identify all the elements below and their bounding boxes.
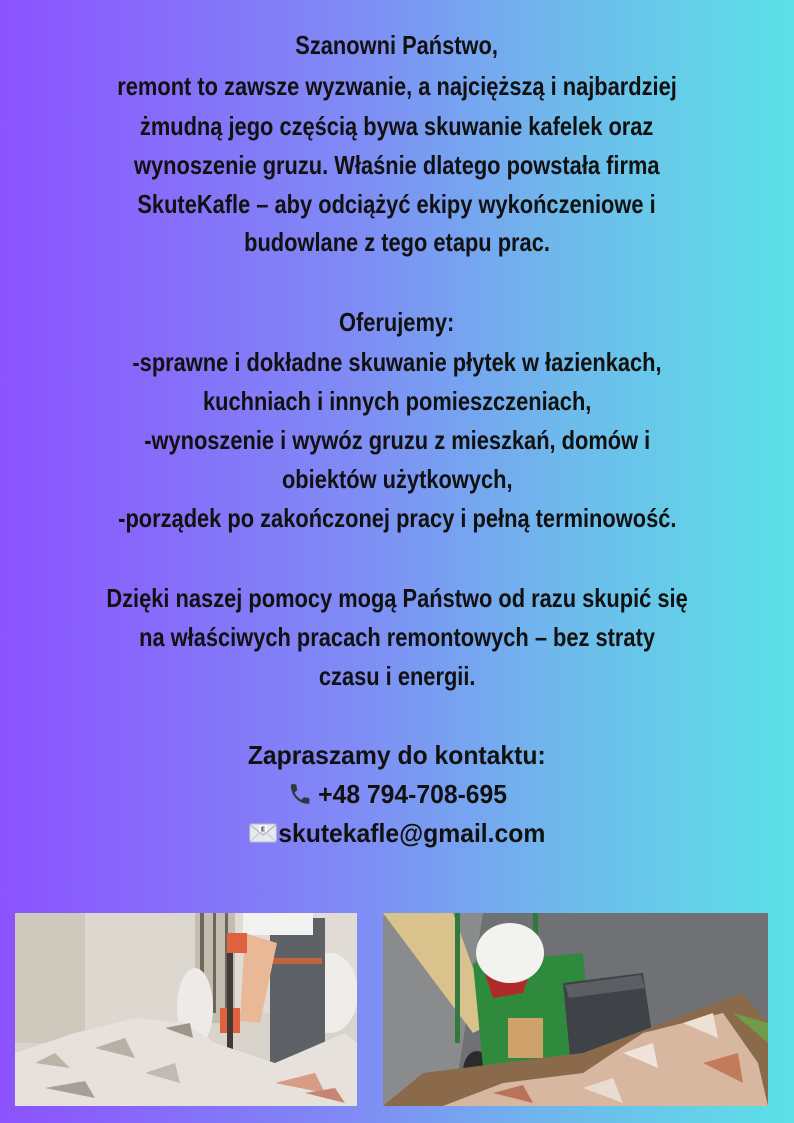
contact-heading-text: Zapraszamy do kontaktu: (248, 740, 546, 770)
contact-phone-wrap (287, 774, 506, 814)
offer-line (0, 381, 794, 421)
offer-line (0, 498, 794, 538)
offer-line (0, 459, 794, 499)
benefit-line-text: czasu i energii. (318, 661, 476, 691)
intro-line (0, 222, 794, 262)
intro-line (0, 184, 794, 224)
benefit-line (0, 617, 794, 657)
contact-heading (0, 735, 794, 775)
offer-line-text: kuchniach i innych pomieszczeniach, (202, 386, 592, 416)
envelope-icon (249, 822, 278, 844)
intro-line (0, 106, 794, 146)
svg-text:E: E (260, 825, 266, 834)
offer-heading (0, 302, 794, 342)
intro-line (0, 66, 794, 106)
benefit-line-text: Dzięki naszej pomocy mogą Państwo od razu skupić się (106, 583, 688, 613)
offer-line (0, 420, 794, 460)
intro-line-text: wynoszenie gruzu. Właśnie dlatego powstała firma (134, 150, 660, 180)
photo-illustration (15, 913, 357, 1106)
offer-heading-text: Oferujemy: (339, 307, 455, 337)
contact-email-wrap (249, 813, 546, 853)
intro-line-text: remont to zawsze wyzwanie, a najcięższą i najbardziej (117, 71, 677, 101)
benefit-line (0, 578, 794, 618)
offer-line-text: -wynoszenie i wywóz gruzu z mieszkań, domów i (143, 425, 651, 455)
intro-line-text: żmudną jego częścią bywa skuwanie kafelek oraz (140, 111, 654, 141)
greeting (0, 25, 794, 65)
offer-line-text: -sprawne i dokładne skuwanie płytek w łazienkach, (132, 347, 662, 377)
photo-worker-dumping-rubble-into-container (383, 913, 768, 1106)
contact-phone-row (0, 774, 794, 814)
intro-line (0, 145, 794, 185)
photo-worker-shoveling-tile-debris (15, 913, 357, 1106)
intro-line-text: budowlane z tego etapu prac. (244, 227, 550, 257)
photo-illustration (383, 913, 768, 1106)
phone-number[interactable]: +48 794-708-695 (317, 779, 507, 809)
offer-line (0, 342, 794, 382)
benefit-line (0, 656, 794, 696)
intro-line-text: SkuteKafle – aby odciążyć ekipy wykończeniowe i (137, 189, 657, 219)
benefit-line-text: na właściwych pracach remontowych – bez straty (139, 622, 655, 652)
phone-icon (287, 781, 312, 807)
offer-line-text: -porządek po zakończonej pracy i pełną terminowość. (117, 503, 677, 533)
email-address[interactable]: skutekafle@gmail.com (278, 818, 546, 848)
offer-line-text: obiektów użytkowych, (281, 464, 513, 494)
greeting-text: Szanowni Państwo, (295, 30, 499, 60)
contact-email-row (0, 813, 794, 853)
